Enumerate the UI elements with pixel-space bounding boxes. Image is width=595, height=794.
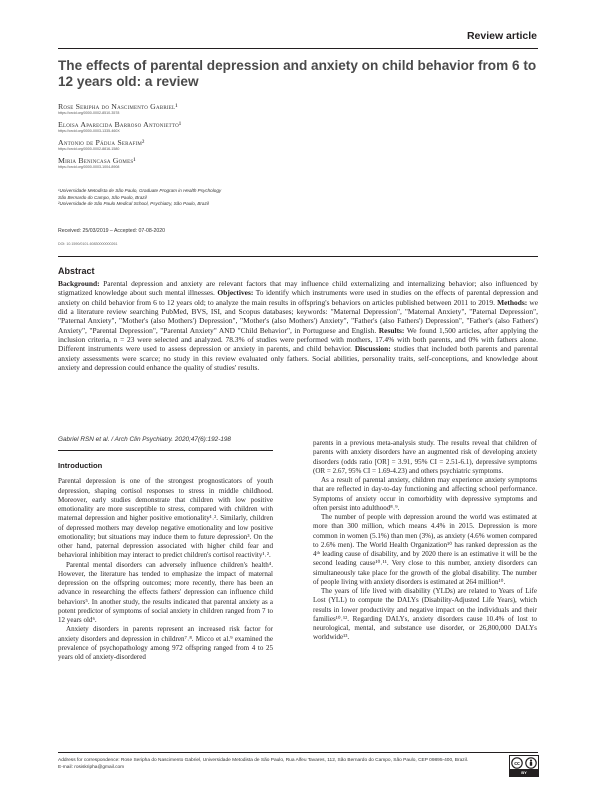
person-icon <box>525 757 537 769</box>
body-paragraph: The number of people with depression around the world was estimated at more than 300 million, which means 4.4% in 2015. Depression is more common in women (5.1%) than men (3%), as anxiety (4.6% women compared to 2.6% men). The World Health Organization¹⁰ has ranked depression as the 4ᵗʰ leading cause of disability, and by 2020 there is an estimative it will be the second leading cause¹⁰˒¹¹. Very close to this number, anxiety disorders can simultaneously take place for the growth of the global disability. The number of people living with anxiety disorders is estimated at 264 million¹⁰. <box>313 513 537 586</box>
author-orcid-link[interactable]: https://orcid.org/0000-0002-8816-1580 <box>58 147 120 151</box>
divider <box>58 256 538 257</box>
header-rule <box>58 48 538 49</box>
body-column-right <box>313 439 537 643</box>
article-title: The effects of parental depression and anxiety on child behavior from 6 to 12 years old: a review <box>58 58 537 89</box>
affiliation-line: ¹Universidade Metodista de São Paulo, Graduate Program in Health Psychology <box>58 188 222 193</box>
svg-text:cc: cc <box>514 760 520 767</box>
author-entry <box>58 102 358 116</box>
abstract-label-objectives: Objectives: <box>217 288 254 298</box>
abstract-objectives: To identify which instruments were used in studies on the effects of parental depression and anxiety on child behavior from 6 to 12 years old; to analyze the main results in offspring's behaviors on articles published between 2011 to 2019. <box>58 288 538 307</box>
body-paragraph: Anxiety disorders in parents represent an increased risk factor for anxiety disorders and depression in children⁷˒⁸. Micco et al.⁹ examined the prevalence of psychopathology among 972 offspring ranged from 4 to 25 years old of anxiety-disordered <box>58 625 273 661</box>
abstract-results: We found 1,500 articles, after applying the inclusion criteria, n = 23 were selected and analyzed. 78.3% of studies were performed with mothers, 17.4% with both parents, and 0% with fathers alone. Different instruments were used to assess depression or anxiety in parents, and child behavior. <box>58 325 539 354</box>
cc-by-label: BY <box>521 770 527 776</box>
cc-icon <box>511 757 523 769</box>
author-list <box>58 102 358 174</box>
abstract-heading: Abstract <box>58 266 95 276</box>
section-heading-introduction: Introduction <box>58 461 103 470</box>
abstract-background: Parental depression and anxiety are relevant factors that may influence child externalizing and internalizing behavior; also influenced by stigmatized knowledge about such mental illnesses. <box>58 279 538 298</box>
author-name: Miria Benincasa Gomes¹ <box>58 156 136 165</box>
author-entry <box>58 120 358 134</box>
cc-logo <box>510 756 538 769</box>
body-paragraph: Parental mental disorders can adversely influence children's health⁴. However, the literature has tended to emphasize the impact of maternal depression on the offspring outcomes; more recently, there has been an advance in researching the effects fathers' depression can influence child behaviors⁵. In another study, the results indicated that parental anxiety as a potent predictor of symptoms of social anxiety in children ranged from 7 to 12 years old⁶. <box>58 560 273 624</box>
body-paragraph: Parental depression is one of the strongest prognosticators of youth depression, shaping cortisol responses to stress in middle childhood. Moreover, early studies demonstrate that children with low positive emotionality are more susceptible to stress, compared with children with maternal depression and higher positive emotionality¹˒². Similarly, children of depressed mothers may develop negative emotionality and low positive emotionality; but situations may induce them to future depression³. On the other hand, paternal depression associated with higher child fear and behavioral inhibition may interact to predict children's cortisol reactivity¹˒². <box>58 477 273 560</box>
divider <box>58 450 273 451</box>
body-paragraph: The years of life lived with disability (YLDs) are related to Years of Life Lost (YLL) to compute the DALYs (Disability-Adjusted Life Years), which results in lower productivity and negative impact on the individuals and their families¹⁰˒¹². Regarding DALYs, anxiety disorders cause 10.4% of lost to neurological, mental, and substance use disorder, or 26,800,000 DALYs worldwide¹³. <box>313 587 537 642</box>
abstract-body <box>58 279 538 372</box>
doi[interactable]: DOI: 10.1590/0101-60830000000261 <box>58 242 118 246</box>
cc-by-strip <box>510 769 538 776</box>
author-name: Rose Seripha do Nascimento Gabriel¹ <box>58 102 178 111</box>
author-orcid-link[interactable]: https://orcid.org/0000-0002-8510-3578 <box>58 111 120 115</box>
section-tag: Review article <box>466 30 537 42</box>
author-entry <box>58 138 358 152</box>
author-entry <box>58 156 358 170</box>
cc-license-badge[interactable] <box>509 755 539 777</box>
abstract-label-background: Background: <box>58 279 100 288</box>
body-column-left <box>58 461 273 662</box>
body-paragraph: As a result of parental anxiety, children may experience anxiety symptoms that are reflected in day-to-day functioning and affecting school performance. Symptoms of anxiety occur in comorbidity with depressive symptoms and often persist into adulthood⁸˒⁹. <box>313 476 537 512</box>
author-name: Eloisa Aparecida Barroso Antonietto¹ <box>58 120 182 129</box>
affiliations <box>58 188 358 208</box>
abstract-label-results: Results: <box>378 325 405 335</box>
divider <box>58 752 538 753</box>
abstract-label-discussion: Discussion: <box>354 344 391 354</box>
abstract-methods: we did a literature review searching PubMed, BVS, ISI, and Scopus databases; keywords: "Maternal Depression", "Maternal Anxiety", "Paternal Depression", "Paternal Anxiety", "Mother's (also Mothers') Depression", "Mother's (also Mothers') Anxiety", "Father's (also Fathers') Depression", "Father's (also Fathers') Anxiety", "Parental Depression", "Parental Anxiety" AND "Child Behavior", in Portuguese and English. <box>58 297 539 335</box>
author-orcid-link[interactable]: https://orcid.org/0000-0003-1004-8908 <box>58 165 120 169</box>
affiliation-line: ²Universidade de São Paulo Medical School, Psychiatry, São Paulo, Brazil <box>58 201 209 206</box>
received-accepted-dates: Received: 25/03/2019 – Accepted: 07-08-2020 <box>58 228 165 234</box>
author-name: Antonio de Pádua Serafim² <box>58 138 145 147</box>
correspondence-email[interactable]: E-mail: rosiskripha@gmail.com <box>58 765 125 770</box>
abstract-label-methods: Methods: <box>497 297 528 307</box>
affiliation-line: São Bernardo do Campo, São Paulo, Brazil <box>58 194 147 200</box>
correspondence-text: Address for correspondence: Rose Seripha do Nascimento Gabriel, Universidade Metodista de São Paulo, Rua Alfeu Tavares, 112, São Bernardo do Campo, São Paulo, CEP 09895-400, Brazil. <box>58 758 469 763</box>
correspondence-address <box>58 757 538 771</box>
body-paragraph: parents in a previous meta-analysis study. The results reveal that children of parents with anxiety disorders have an augmented risk of developing anxiety disorders (odds ratio [OR] = 3.91, 95% CI = 2.51-6.1), depressive symptoms (OR = 2.67, 95% CI = 1.69-4.23) and others psychiatric symptoms. <box>313 439 537 475</box>
author-orcid-link[interactable]: https://orcid.org/0000-0003-1335-460X <box>58 129 120 133</box>
citation-line: Gabriel RSN et al. / Arch Clin Psychiatry. 2020;47(6):192-198 <box>58 436 231 443</box>
abstract-discussion: studies that included both parents and parental anxiety assessments were scarce; no study in this review evaluated only fathers. Social abilities, personality traits, self-conceptions, and knowledge about anxiety and depression could enhance the quality of studies' results. <box>58 344 539 373</box>
